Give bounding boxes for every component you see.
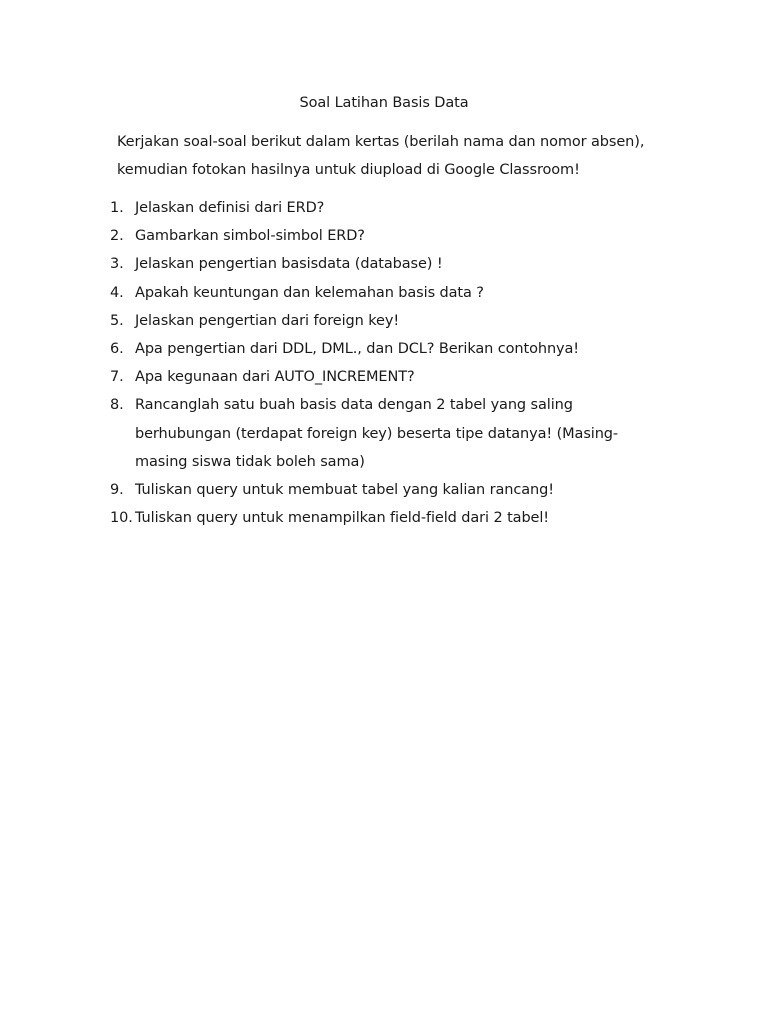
question-item	[110, 363, 670, 391]
question-number: 2.	[110, 228, 124, 245]
question-text: Jelaskan pengertian dari foreign key!	[135, 312, 400, 329]
question-text: Tuliskan query untuk menampilkan field-field dari 2 tabel!	[135, 510, 550, 527]
question-list	[110, 194, 670, 532]
question-item	[110, 194, 670, 222]
question-item	[110, 250, 670, 278]
question-item	[110, 222, 670, 250]
question-text: Jelaskan definisi dari ERD?	[135, 200, 325, 216]
question-number: 10.	[110, 510, 133, 527]
question-text: Jelaskan pengertian basisdata (database) !	[135, 256, 443, 273]
question-number: 4.	[110, 284, 124, 301]
question-text: Gambarkan simbol-simbol ERD?	[135, 228, 365, 245]
question-text: Apakah keuntungan dan kelemahan basis data ?	[135, 284, 484, 301]
question-text: Tuliskan query untuk membuat tabel yang kalian rancang!	[135, 482, 554, 499]
question-item	[110, 307, 670, 335]
question-text: Apa pengertian dari DDL, DML., dan DCL? Berikan contohnya!	[135, 341, 580, 358]
question-text: Apa kegunaan dari AUTO_INCREMENT?	[135, 369, 415, 386]
question-item	[110, 279, 670, 307]
document-title: Soal Latihan Basis Data	[299, 95, 469, 111]
question-item	[110, 391, 670, 476]
question-number: 3.	[110, 256, 124, 273]
question-number: 5.	[110, 312, 124, 329]
question-item	[110, 335, 670, 363]
question-number: 8.	[110, 397, 124, 414]
question-number: 6.	[110, 341, 124, 358]
instructions-paragraph: Kerjakan soal-soal berikut dalam kertas (berilah nama dan nomor absen), kemudian fotokan hasilnya untuk diupload di Google Classroom!	[117, 134, 645, 178]
question-number: 9.	[110, 482, 124, 499]
question-text: Rancanglah satu buah basis data dengan 2 tabel yang saling berhubungan (terdapat foreign key) beserta tipe datanya! (Masing-masing siswa tidak boleh sama)	[135, 397, 619, 470]
question-number: 7.	[110, 369, 124, 386]
question-item	[110, 504, 670, 532]
question-item	[110, 476, 670, 504]
question-number: 1.	[110, 200, 124, 216]
